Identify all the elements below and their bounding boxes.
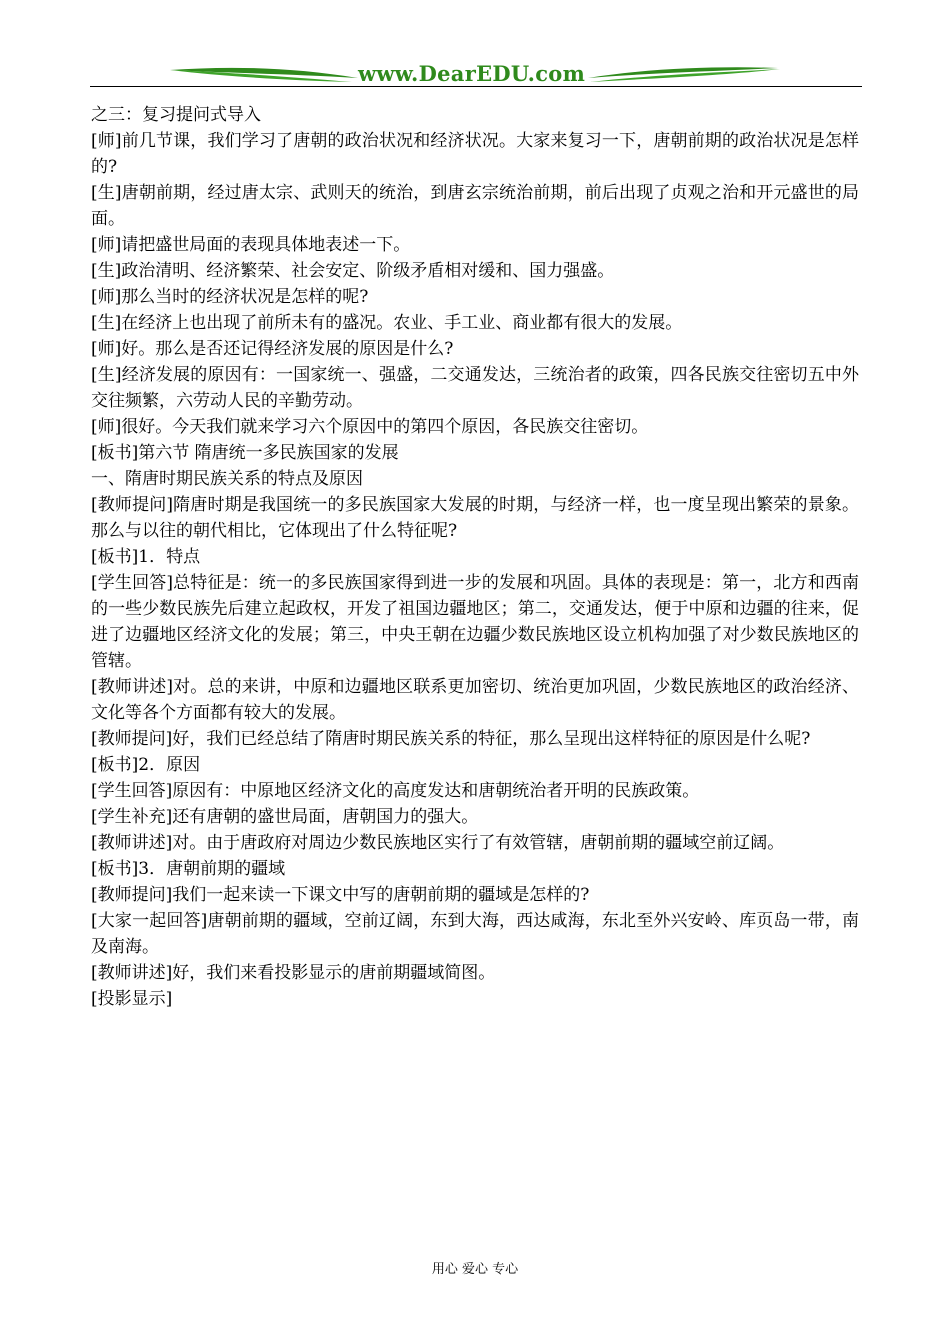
dialogue-paragraph: [教师提问]我们一起来读一下课文中写的唐朝前期的疆域是怎样的? xyxy=(91,885,590,905)
dialogue-paragraph: [大家一起回答]唐朝前期的疆域，空前辽阔，东到大海，西达咸海，东北至外兴安岭、库页岛一带，南及南海。 xyxy=(91,911,859,957)
dialogue-paragraph: [师]请把盛世局面的表现具体地表述一下。 xyxy=(91,235,411,255)
board-note: [板书]1．特点 xyxy=(91,547,201,567)
dialogue-paragraph: [教师讲述]对。由于唐政府对周边少数民族地区实行了有效管辖，唐朝前期的疆域空前辽阔。 xyxy=(91,833,785,853)
dialogue-paragraph: [师]很好。今天我们就来学习六个原因中的第四个原因，各民族交往密切。 xyxy=(91,417,649,437)
dialogue-paragraph: [投影显示] xyxy=(91,989,173,1009)
dialogue-paragraph: [学生回答]总特征是：统一的多民族国家得到进一步的发展和巩固。具体的表现是：第一，北方和西南的一些少数民族先后建立起政权，开发了祖国边疆地区；第二，交通发达，便于中原和边疆的往来，促进了边疆地区经济文化的发展；第三，中央王朝在边疆少数民族地区设立机构加强了对少数民族地区的管辖。 xyxy=(91,573,859,671)
dialogue-paragraph: [学生补充]还有唐朝的盛世局面，唐朝国力的强大。 xyxy=(91,807,479,827)
document-body xyxy=(91,102,859,1012)
board-note: [板书]第六节 隋唐统一多民族国家的发展 xyxy=(91,443,399,463)
dialogue-paragraph: [师]前几节课，我们学习了唐朝的政治状况和经济状况。大家来复习一下，唐朝前期的政治状况是怎样的? xyxy=(91,131,859,177)
subsection-heading: 一、隋唐时期民族关系的特点及原因 xyxy=(91,469,363,489)
dialogue-paragraph: [教师提问]好，我们已经总结了隋唐时期民族关系的特征，那么呈现出这样特征的原因是什么呢? xyxy=(91,729,811,749)
dialogue-paragraph: [学生回答]原因有：中原地区经济文化的高度发达和唐朝统治者开明的民族政策。 xyxy=(91,781,700,801)
dialogue-paragraph: [教师讲述]好，我们来看投影显示的唐前期疆域简图。 xyxy=(91,963,496,983)
dialogue-paragraph: [生]政治清明、经济繁荣、社会安定、阶级矛盾相对缓和、国力强盛。 xyxy=(91,261,615,281)
dialogue-paragraph: [生]在经济上也出现了前所未有的盛况。农业、手工业、商业都有很大的发展。 xyxy=(91,313,683,333)
board-note: [板书]2．原因 xyxy=(91,755,201,775)
dialogue-paragraph: [教师讲述]对。总的来讲，中原和边疆地区联系更加密切、统治更加巩固，少数民族地区的政治经济、文化等各个方面都有较大的发展。 xyxy=(91,677,859,723)
header-divider xyxy=(90,86,862,87)
dialogue-paragraph: [生]经济发展的原因有：一国家统一、强盛，二交通发达，三统治者的政策，四各民族交往密切五中外交往频繁，六劳动人民的辛勤劳动。 xyxy=(91,365,859,411)
page-footer: 用心 爱心 专心 xyxy=(431,1262,519,1277)
dialogue-paragraph: [教师提问]隋唐时期是我国统一的多民族国家大发展的时期，与经济一样，也一度呈现出繁荣的景象。那么与以往的朝代相比，它体现出了什么特征呢? xyxy=(91,495,859,541)
site-logo-text: www.DearEDU.com xyxy=(358,61,586,86)
dialogue-paragraph: [师]好。那么是否还记得经济发展的原因是什么? xyxy=(91,339,454,359)
section-heading: 之三：复习提问式导入 xyxy=(91,105,261,125)
page-header xyxy=(90,58,862,90)
dialogue-paragraph: [生]唐朝前期，经过唐太宗、武则天的统治，到唐玄宗统治前期，前后出现了贞观之治和开元盛世的局面。 xyxy=(91,183,859,229)
dialogue-paragraph: [师]那么当时的经济状况是怎样的呢? xyxy=(91,287,369,307)
board-note: [板书]3．唐朝前期的疆域 xyxy=(91,859,286,879)
